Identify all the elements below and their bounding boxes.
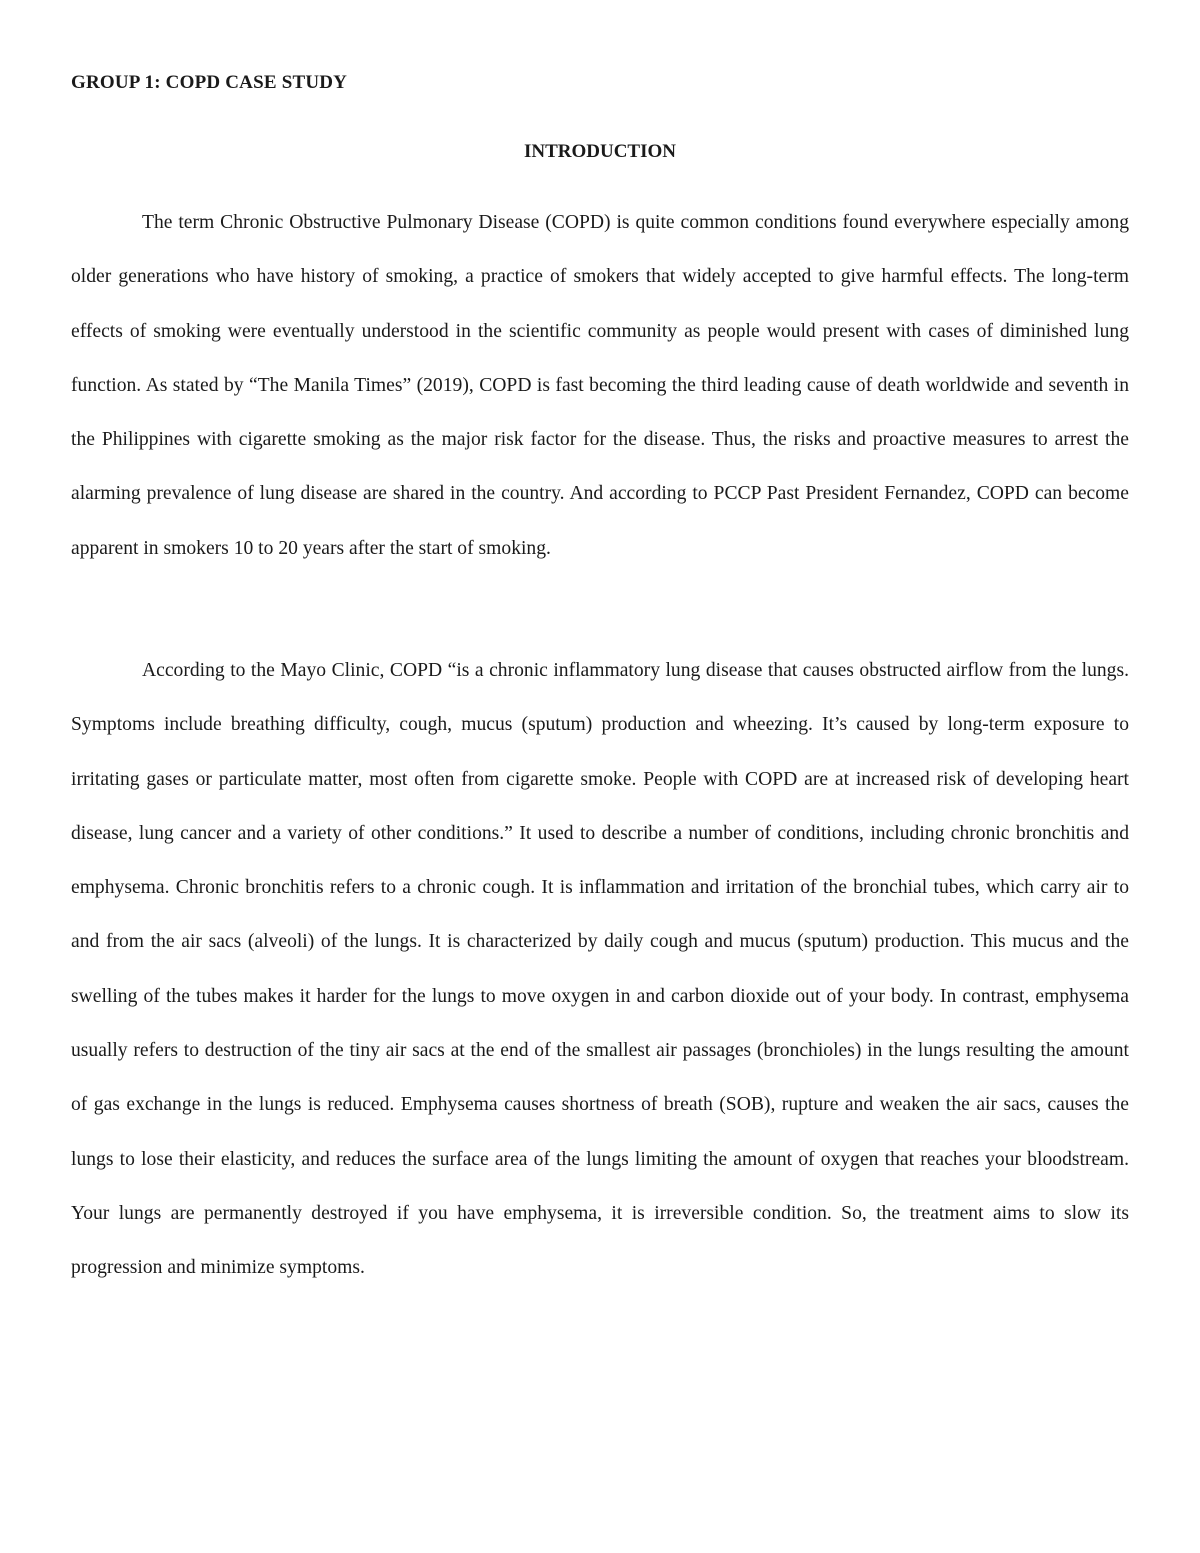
section-heading-introduction: INTRODUCTION: [523, 141, 677, 162]
document-title: GROUP 1: COPD CASE STUDY: [71, 72, 348, 93]
body-paragraph-1: The term Chronic Obstructive Pulmonary Disease (COPD) is quite common conditions found everywhere especially among older generations who have history of smoking, a practice of smokers that widely accepted to give harmful effects. The long-term effects of smoking were eventually understood in the scientific community as people would present with cases of diminished lung function. As stated by “The Manila Times” (2019), COPD is fast becoming the third leading cause of death worldwide and seventh in the Philippines with cigarette smoking as the major risk factor for the disease. Thus, the risks and proactive measures to arrest the alarming prevalence of lung disease are shared in the country. And according to PCCP Past President Fernandez, COPD can become apparent in smokers 10 to 20 years after the start of smoking.: [71, 212, 1129, 559]
body-paragraph-2: According to the Mayo Clinic, COPD “is a chronic inflammatory lung disease that causes obstructed airflow from the lungs. Symptoms include breathing difficulty, cough, mucus (sputum) production and wheezing. It’s caused by long-term exposure to irritating gases or particulate matter, most often from cigarette smoke. People with COPD are at increased risk of developing heart disease, lung cancer and a variety of other conditions.” It used to describe a number of conditions, including chronic bronchitis and emphysema. Chronic bronchitis refers to a chronic cough. It is inflammation and irritation of the bronchial tubes, which carry air to and from the air sacs (alveoli) of the lungs. It is characterized by daily cough and mucus (sputum) production. This mucus and the swelling of the tubes makes it harder for the lungs to move oxygen in and carbon dioxide out of your body. In contrast, emphysema usually refers to destruction of the tiny air sacs at the end of the smallest air passages (bronchioles) in the lungs resulting the amount of gas exchange in the lungs is reduced. Emphysema causes shortness of breath (SOB), rupture and weaken the air sacs, causes the lungs to lose their elasticity, and reduces the surface area of the lungs limiting the amount of oxygen that reaches your bloodstream. Your lungs are permanently destroyed if you have emphysema, it is irreversible condition. So, the treatment aims to slow its progression and minimize symptoms.: [71, 660, 1129, 1279]
